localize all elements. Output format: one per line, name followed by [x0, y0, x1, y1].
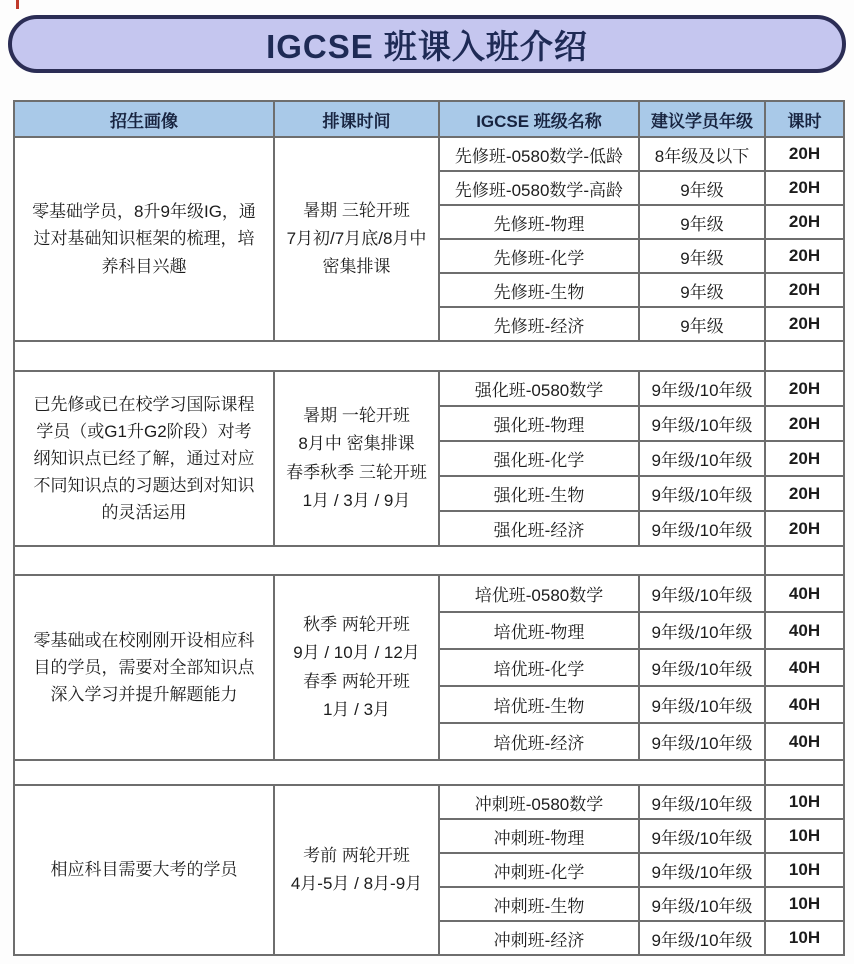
hours-cell: 20H — [765, 406, 844, 441]
class-name-cell: 冲刺班-物理 — [439, 819, 639, 853]
hours-cell: 40H — [765, 612, 844, 649]
hours-cell: 10H — [765, 853, 844, 887]
hours-cell: 10H — [765, 785, 844, 819]
hours-cell: 20H — [765, 205, 844, 239]
hours-cell: 40H — [765, 723, 844, 760]
grade-cell: 9年级/10年级 — [639, 406, 765, 441]
hours-cell: 40H — [765, 686, 844, 723]
class-name-cell: 先修班-经济 — [439, 307, 639, 341]
schedule-line: 1月 / 3月 — [322, 699, 391, 719]
spacer-cell — [765, 760, 844, 785]
class-name-cell: 强化班-生物 — [439, 476, 639, 511]
hours-cell: 20H — [765, 307, 844, 341]
class-name-cell: 先修班-生物 — [439, 273, 639, 307]
schedule-line: 7月初/7月底/8月中 — [286, 228, 427, 248]
grade-cell: 9年级/10年级 — [639, 686, 765, 723]
hours-cell: 20H — [765, 239, 844, 273]
schedule-line: 春季 两轮开班 — [303, 671, 410, 691]
class-name-cell: 培优班-物理 — [439, 612, 639, 649]
class-name-cell: 强化班-0580数学 — [439, 371, 639, 406]
spacer-cell — [14, 341, 765, 371]
column-header-class-name: IGCSE 班级名称 — [439, 101, 639, 137]
section-spacer-row — [14, 341, 844, 371]
schedule-cell — [274, 137, 439, 341]
grade-cell: 9年级/10年级 — [639, 921, 765, 955]
schedule-line: 9月 / 10月 / 12月 — [293, 643, 420, 663]
schedule-line: 8月中 密集排课 — [298, 434, 415, 454]
class-name-cell: 冲刺班-化学 — [439, 853, 639, 887]
class-name-cell: 强化班-经济 — [439, 511, 639, 546]
section-spacer-row — [14, 546, 844, 575]
grade-cell: 9年级 — [639, 205, 765, 239]
page-title: IGCSE 班课入班介绍 — [266, 27, 588, 65]
schedule-cell — [274, 575, 439, 760]
hours-cell: 20H — [765, 137, 844, 171]
hours-cell: 20H — [765, 371, 844, 406]
schedule-line: 4月-5月 / 8月-9月 — [290, 874, 423, 893]
column-header-hours: 课时 — [765, 101, 844, 137]
grade-cell: 9年级/10年级 — [639, 887, 765, 921]
class-name-cell: 先修班-化学 — [439, 239, 639, 273]
grade-cell: 9年级/10年级 — [639, 612, 765, 649]
schedule-cell — [274, 785, 439, 955]
class-name-cell: 强化班-化学 — [439, 441, 639, 476]
hours-cell: 40H — [765, 649, 844, 686]
schedule-line: 春季秋季 三轮开班 — [286, 462, 427, 482]
schedule-line: 考前 两轮开班 — [303, 845, 410, 865]
hours-cell: 20H — [765, 511, 844, 546]
table-row — [14, 785, 844, 819]
profile-cell: 已先修或已在校学习国际课程学员（或G1升G2阶段）对考纲知识点已经了解，通过对应不同知识点的习题达到对知识的灵活运用 — [14, 371, 274, 546]
schedule-line: 秋季 两轮开班 — [303, 615, 410, 635]
profile-cell: 相应科目需要大考的学员 — [14, 785, 274, 955]
table-row — [14, 575, 844, 612]
schedule-line: 1月 / 3月 / 9月 — [302, 490, 411, 510]
table-body — [14, 137, 844, 955]
class-name-cell: 先修班-物理 — [439, 205, 639, 239]
profile-cell: 零基础学员，8升9年级IG，通过对基础知识框架的梳理，培养科目兴趣 — [14, 137, 274, 341]
table-row — [14, 371, 844, 406]
hours-cell: 20H — [765, 171, 844, 205]
grade-cell: 9年级/10年级 — [639, 511, 765, 546]
class-name-cell: 培优班-0580数学 — [439, 575, 639, 612]
grade-cell: 9年级/10年级 — [639, 371, 765, 406]
section-spacer-row — [14, 760, 844, 785]
column-header-schedule: 排课时间 — [274, 101, 439, 137]
class-name-cell: 培优班-经济 — [439, 723, 639, 760]
grade-cell: 9年级/10年级 — [639, 723, 765, 760]
grade-cell: 8年级及以下 — [639, 137, 765, 171]
grade-cell: 9年级/10年级 — [639, 819, 765, 853]
schedule-line: 密集排课 — [322, 257, 391, 277]
column-header-profile: 招生画像 — [14, 101, 274, 137]
class-name-cell: 冲刺班-0580数学 — [439, 785, 639, 819]
hours-cell: 20H — [765, 441, 844, 476]
title-banner — [8, 15, 846, 73]
grade-cell: 9年级/10年级 — [639, 785, 765, 819]
class-name-cell: 强化班-物理 — [439, 406, 639, 441]
spacer-cell — [14, 760, 765, 785]
hours-cell: 10H — [765, 887, 844, 921]
schedule-line: 暑期 一轮开班 — [303, 406, 410, 426]
grade-cell: 9年级 — [639, 273, 765, 307]
hours-cell: 10H — [765, 819, 844, 853]
grade-cell: 9年级 — [639, 239, 765, 273]
class-name-cell: 先修班-0580数学-低龄 — [439, 137, 639, 171]
class-name-cell: 冲刺班-生物 — [439, 887, 639, 921]
profile-cell: 零基础或在校刚刚开设相应科目的学员，需要对全部知识点深入学习并提升解题能力 — [14, 575, 274, 760]
schedule-line: 暑期 三轮开班 — [303, 200, 410, 220]
class-name-cell: 培优班-化学 — [439, 649, 639, 686]
table-row — [14, 137, 844, 171]
class-name-cell: 培优班-生物 — [439, 686, 639, 723]
spacer-cell — [765, 546, 844, 575]
grade-cell: 9年级 — [639, 307, 765, 341]
column-header-grade: 建议学员年级 — [639, 101, 765, 137]
grade-cell: 9年级/10年级 — [639, 575, 765, 612]
grade-cell: 9年级 — [639, 171, 765, 205]
hours-cell: 20H — [765, 476, 844, 511]
grade-cell: 9年级/10年级 — [639, 853, 765, 887]
hours-cell: 20H — [765, 273, 844, 307]
schedule-cell — [274, 371, 439, 546]
spacer-cell — [765, 341, 844, 371]
spacer-cell — [14, 546, 765, 575]
grade-cell: 9年级/10年级 — [639, 441, 765, 476]
grade-cell: 9年级/10年级 — [639, 476, 765, 511]
igcse-class-table — [13, 100, 845, 956]
red-artifact-mark — [16, 0, 19, 9]
class-name-cell: 先修班-0580数学-高龄 — [439, 171, 639, 205]
hours-cell: 40H — [765, 575, 844, 612]
grade-cell: 9年级/10年级 — [639, 649, 765, 686]
table-header-row — [14, 101, 844, 137]
class-name-cell: 冲刺班-经济 — [439, 921, 639, 955]
hours-cell: 10H — [765, 921, 844, 955]
